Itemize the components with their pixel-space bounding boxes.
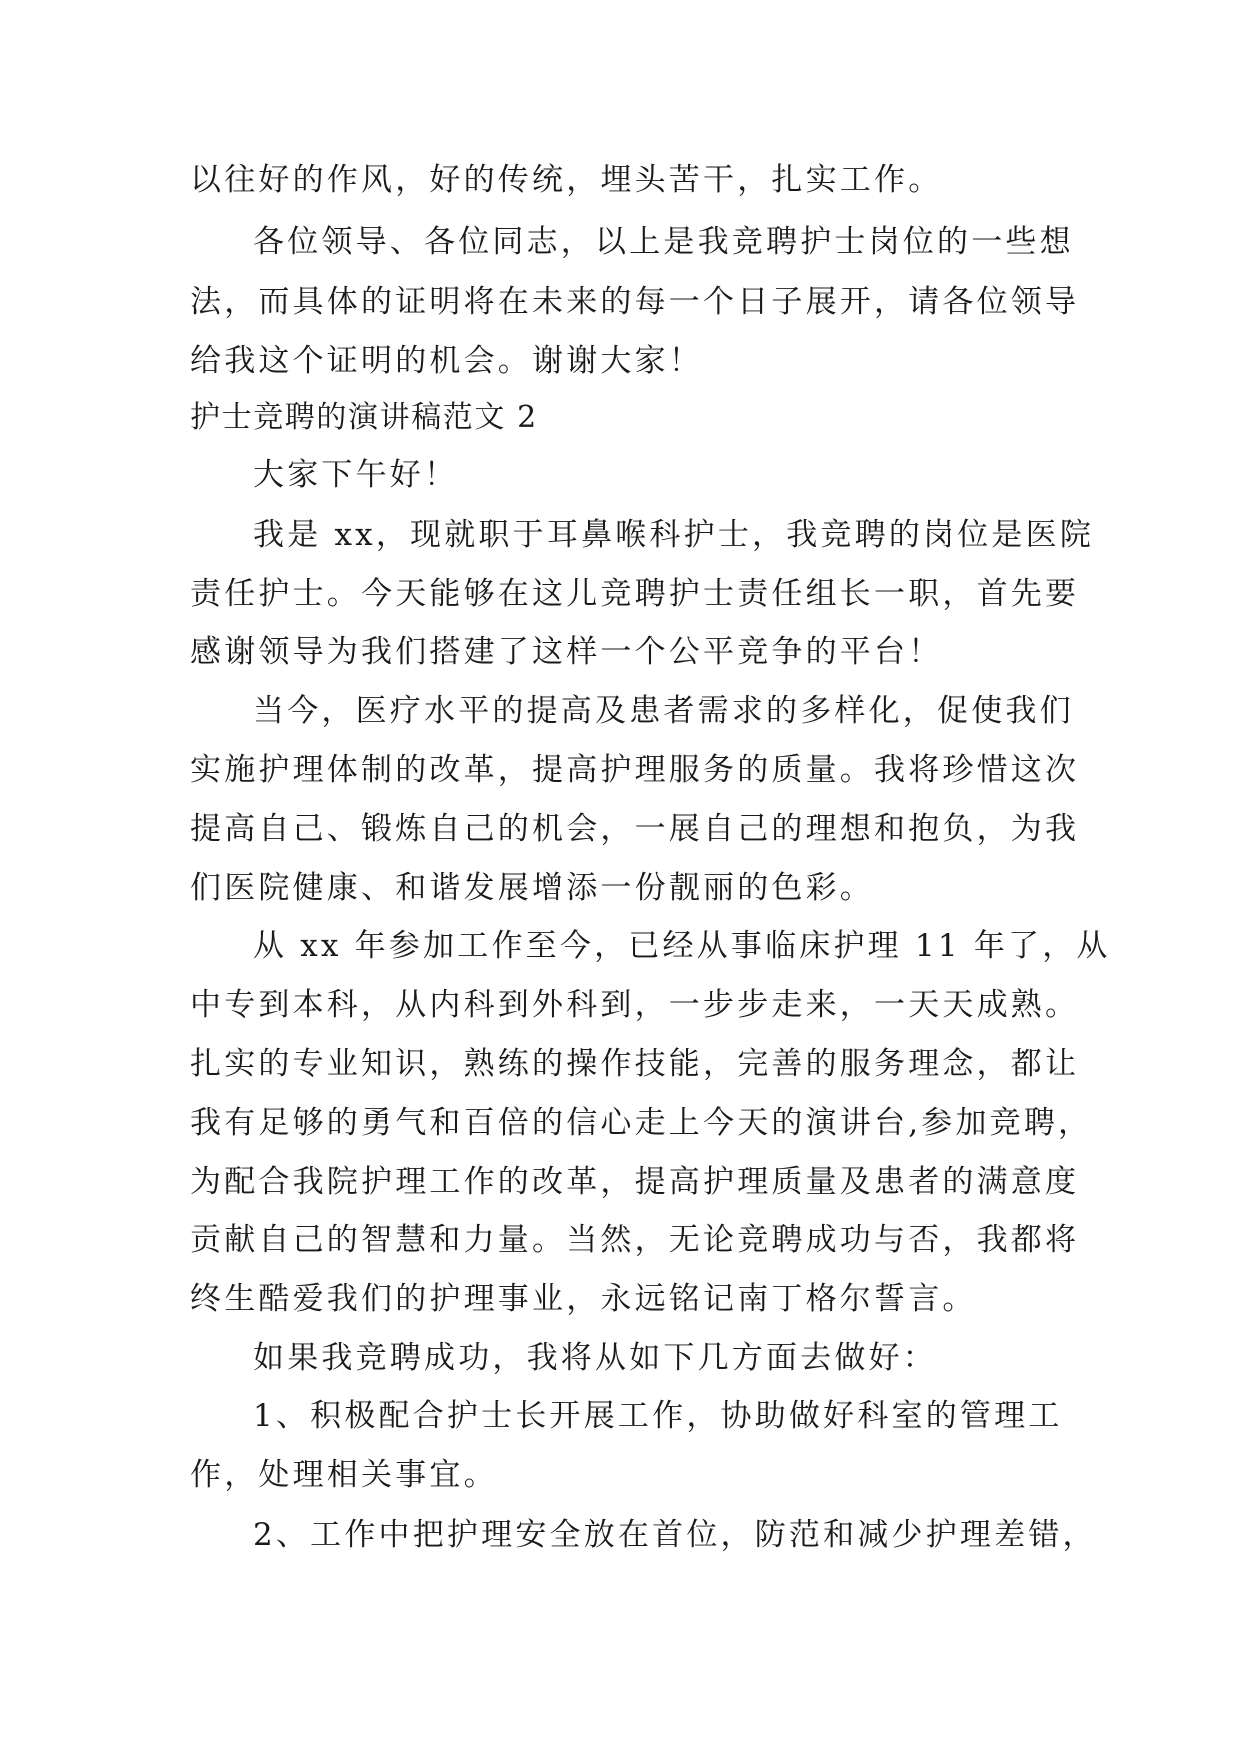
section-heading: 护士竞聘的演讲稿范文 2 — [190, 400, 538, 435]
text-line: 法，而具体的证明将在未来的每一个日子展开，请各位领导 — [190, 284, 1080, 320]
text-line: 扎实的专业知识，熟练的操作技能，完善的服务理念，都让 — [190, 1046, 1080, 1082]
text-line: 提高自己、锻炼自己的机会，一展自己的理想和抱负，为我 — [190, 811, 1080, 847]
text-line: 作，处理相关事宜。 — [190, 1457, 498, 1493]
text-line: 从 xx 年参加工作至今，已经从事临床护理 11 年了，从 — [253, 928, 1111, 964]
text-line: 终生酷爱我们的护理事业，永远铭记南丁格尔誓言。 — [190, 1281, 977, 1317]
text-line: 大家下午好！ — [253, 457, 459, 493]
text-line: 贡献自己的智慧和力量。当然，无论竞聘成功与否，我都将 — [190, 1222, 1080, 1258]
text-line: 感谢领导为我们搭建了这样一个公平竞争的平台！ — [190, 634, 943, 670]
text-line: 2、工作中把护理安全放在首位，防范和减少护理差错， — [253, 1517, 1097, 1553]
text-line: 责任护士。今天能够在这儿竞聘护士责任组长一职，首先要 — [190, 576, 1080, 612]
text-line: 实施护理体制的改革，提高护理服务的质量。我将珍惜这次 — [190, 752, 1080, 788]
text-line: 如果我竞聘成功，我将从如下几方面去做好： — [253, 1340, 937, 1376]
text-line: 们医院健康、和谐发展增添一份靓丽的色彩。 — [190, 870, 874, 906]
text-line: 各位领导、各位同志，以上是我竞聘护士岗位的一些想 — [253, 224, 1074, 260]
text-line: 以往好的作风，好的传统，埋头苦干，扎实工作。 — [190, 162, 943, 198]
text-line: 1、积极配合护士长开展工作，协助做好科室的管理工 — [253, 1398, 1063, 1434]
text-line: 我有足够的勇气和百倍的信心走上今天的演讲台,参加竞聘， — [190, 1105, 1093, 1141]
text-line: 为配合我院护理工作的改革，提高护理质量及患者的满意度 — [190, 1164, 1080, 1200]
text-line: 我是 xx，现就职于耳鼻喉科护士，我竞聘的岗位是医院 — [253, 517, 1095, 553]
text-line: 中专到本科，从内科到外科到，一步步走来，一天天成熟。 — [190, 987, 1080, 1023]
text-line: 当今，医疗水平的提高及患者需求的多样化，促使我们 — [253, 693, 1074, 729]
text-line: 给我这个证明的机会。谢谢大家！ — [190, 343, 703, 379]
